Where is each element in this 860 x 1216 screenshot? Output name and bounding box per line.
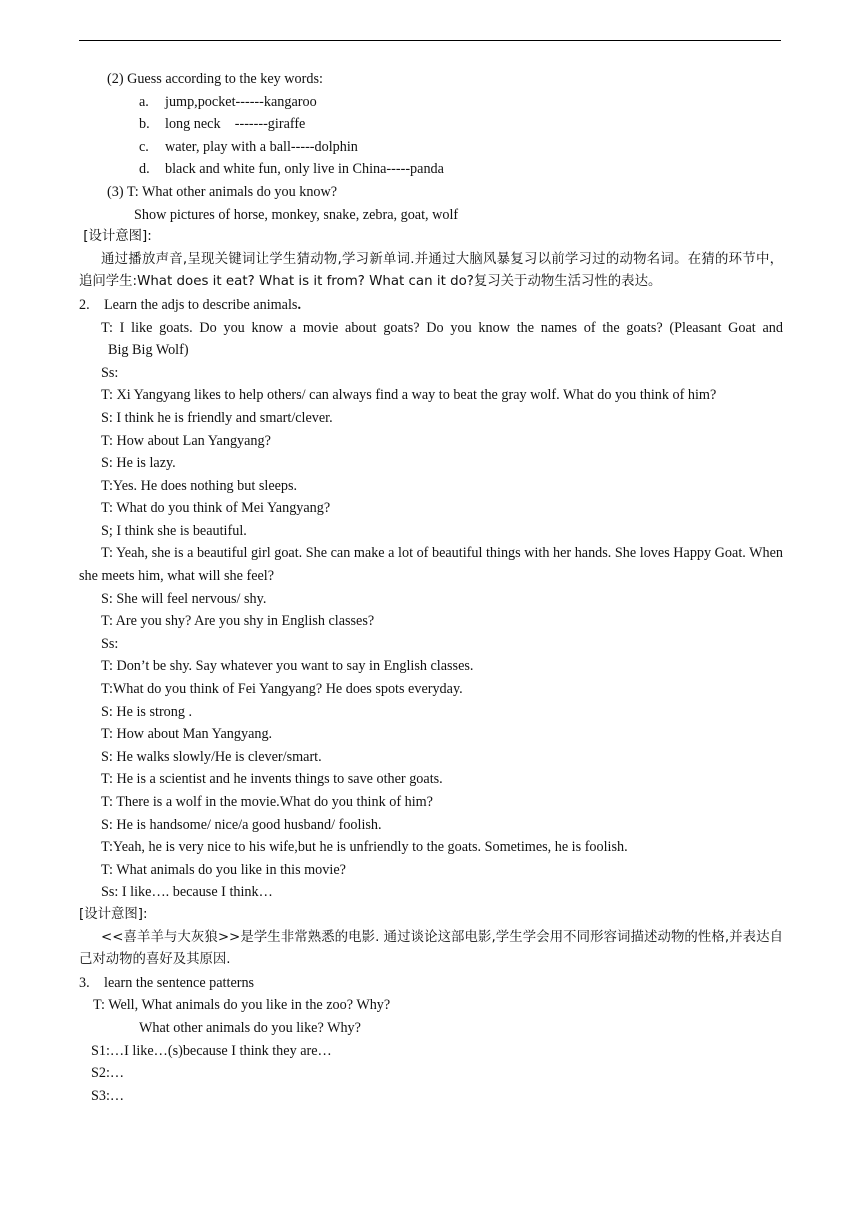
list-marker: c. [139, 138, 149, 155]
guess-list [79, 91, 783, 181]
dialogue-line: S: He walks slowly/He is clever/smart. [101, 748, 322, 765]
dialogue-line: T:What do you think of Fei Yangyang? He does spots everyday. [101, 681, 463, 698]
dialogue-block-b [79, 588, 783, 904]
section-number: 2. [79, 296, 90, 313]
dialogue-line: S: I think he is friendly and smart/clever. [101, 409, 333, 426]
dialogue-line: T: Don’t be shy. Say whatever you want to say in English classes. [101, 658, 474, 675]
section-title: learn the sentence patterns [104, 974, 255, 991]
dialogue-line: T: He is a scientist and he invents things to save other goats. [101, 771, 443, 788]
dialogue-line: S: He is lazy. [101, 455, 176, 472]
dialogue-long-line: T: Yeah, she is a beautiful girl goat. She can make a lot of beautiful things with her hands. She loves Happy Goat. When she meets him, what will she feel? [79, 545, 783, 585]
dialogue-line: Ss: [101, 635, 119, 652]
dialogue-line: T:Yeah, he is very nice to his wife,but he is unfriendly to the goats. Sometimes, he is foolish. [101, 839, 628, 856]
dialogue-text-continued: Big Big Wolf) [108, 342, 189, 359]
dialogue-line: Ss: I like…. because I think… [101, 884, 273, 901]
list-text: black and white fun, only live in China-----panda [165, 161, 444, 178]
dialogue-line: Ss: [101, 364, 119, 381]
dialogue-line: T: What do you think of Mei Yangyang? [101, 500, 331, 517]
design-intent-text: <<喜羊羊与大灰狼>>是学生非常熟悉的电影. 通过谈论这部电影,学生学会用不同形容词描述动物的性格,并表达自己对动物的喜好及其原因. [79, 929, 783, 968]
dialogue-line: T: Well, What animals do you like in the zoo? Why? [93, 997, 391, 1014]
list-item [79, 113, 783, 136]
header-rule [79, 40, 781, 41]
list-text: water, play with a ball-----dolphin [165, 138, 358, 155]
dialogue-line: T: There is a wolf in the movie.What do you think of him? [101, 794, 433, 810]
section-title-period: . [297, 296, 301, 313]
section-3-heading [79, 972, 783, 995]
student-line: S3:… [91, 1087, 125, 1104]
student-line: S1:…I like…(s)because I think they are… [91, 1042, 332, 1059]
design-intent-label: [设计意图]: [79, 229, 152, 245]
list-item [79, 158, 783, 181]
list-item [79, 91, 783, 114]
list-marker: a. [139, 93, 149, 110]
dialogue-line [79, 317, 783, 362]
show-pictures-line: Show pictures of horse, monkey, snake, zebra, goat, wolf [134, 206, 459, 223]
dialogue-line: What other animals do you like? Why? [139, 1019, 361, 1036]
design-intent-label: [设计意图]: [79, 906, 148, 922]
dialogue-line: S: She will feel nervous/ shy. [101, 590, 267, 607]
document-body [79, 68, 783, 1107]
dialogue-line: T: Are you shy? Are you shy in English classes? [101, 613, 375, 630]
section-2-heading [79, 294, 783, 317]
dialogue-text: T: I like goats. Do you know a movie about goats? Do you know the names of the goats? (Pleasant Goat and [101, 319, 783, 336]
student-line: S2:… [91, 1065, 125, 1082]
list-text: long neck -------giraffe [165, 116, 306, 133]
list-marker: b. [139, 116, 150, 133]
design-intent-text: 通过播放声音,呈现关键词让学生猜动物,学习新单词.并通过大脑风暴复习以前学习过的动物名词。在猜的环节中，追问学生:What does it eat? What is it from? What can it do?复习关于动物生活习性的表达。 [79, 251, 783, 290]
dialogue-block-a [79, 362, 783, 543]
dialogue-line: T: How about Man Yangyang. [101, 726, 273, 743]
dialogue-line: T:Yes. He does nothing but sleeps. [101, 477, 298, 494]
list-marker: d. [139, 161, 150, 178]
dialogue-line: T: Xi Yangyang likes to help others/ can always find a way to beat the gray wolf. What do you think of him? [101, 387, 717, 404]
list-item [79, 136, 783, 159]
subsection-2-title: (2) Guess according to the key words: [107, 71, 323, 87]
dialogue-line: S: He is handsome/ nice/a good husband/ foolish. [101, 816, 382, 833]
dialogue-line: S: He is strong . [101, 703, 193, 720]
section-number: 3. [79, 974, 90, 991]
section-title: Learn the adjs to describe animals [104, 296, 298, 313]
dialogue-line: S; I think she is beautiful. [101, 522, 247, 539]
subsection-3-title: (3) T: What other animals do you know? [107, 183, 338, 200]
dialogue-line: T: What animals do you like in this movie? [101, 861, 346, 878]
dialogue-line: T: How about Lan Yangyang? [101, 432, 271, 449]
list-text: jump,pocket------kangaroo [165, 93, 317, 110]
